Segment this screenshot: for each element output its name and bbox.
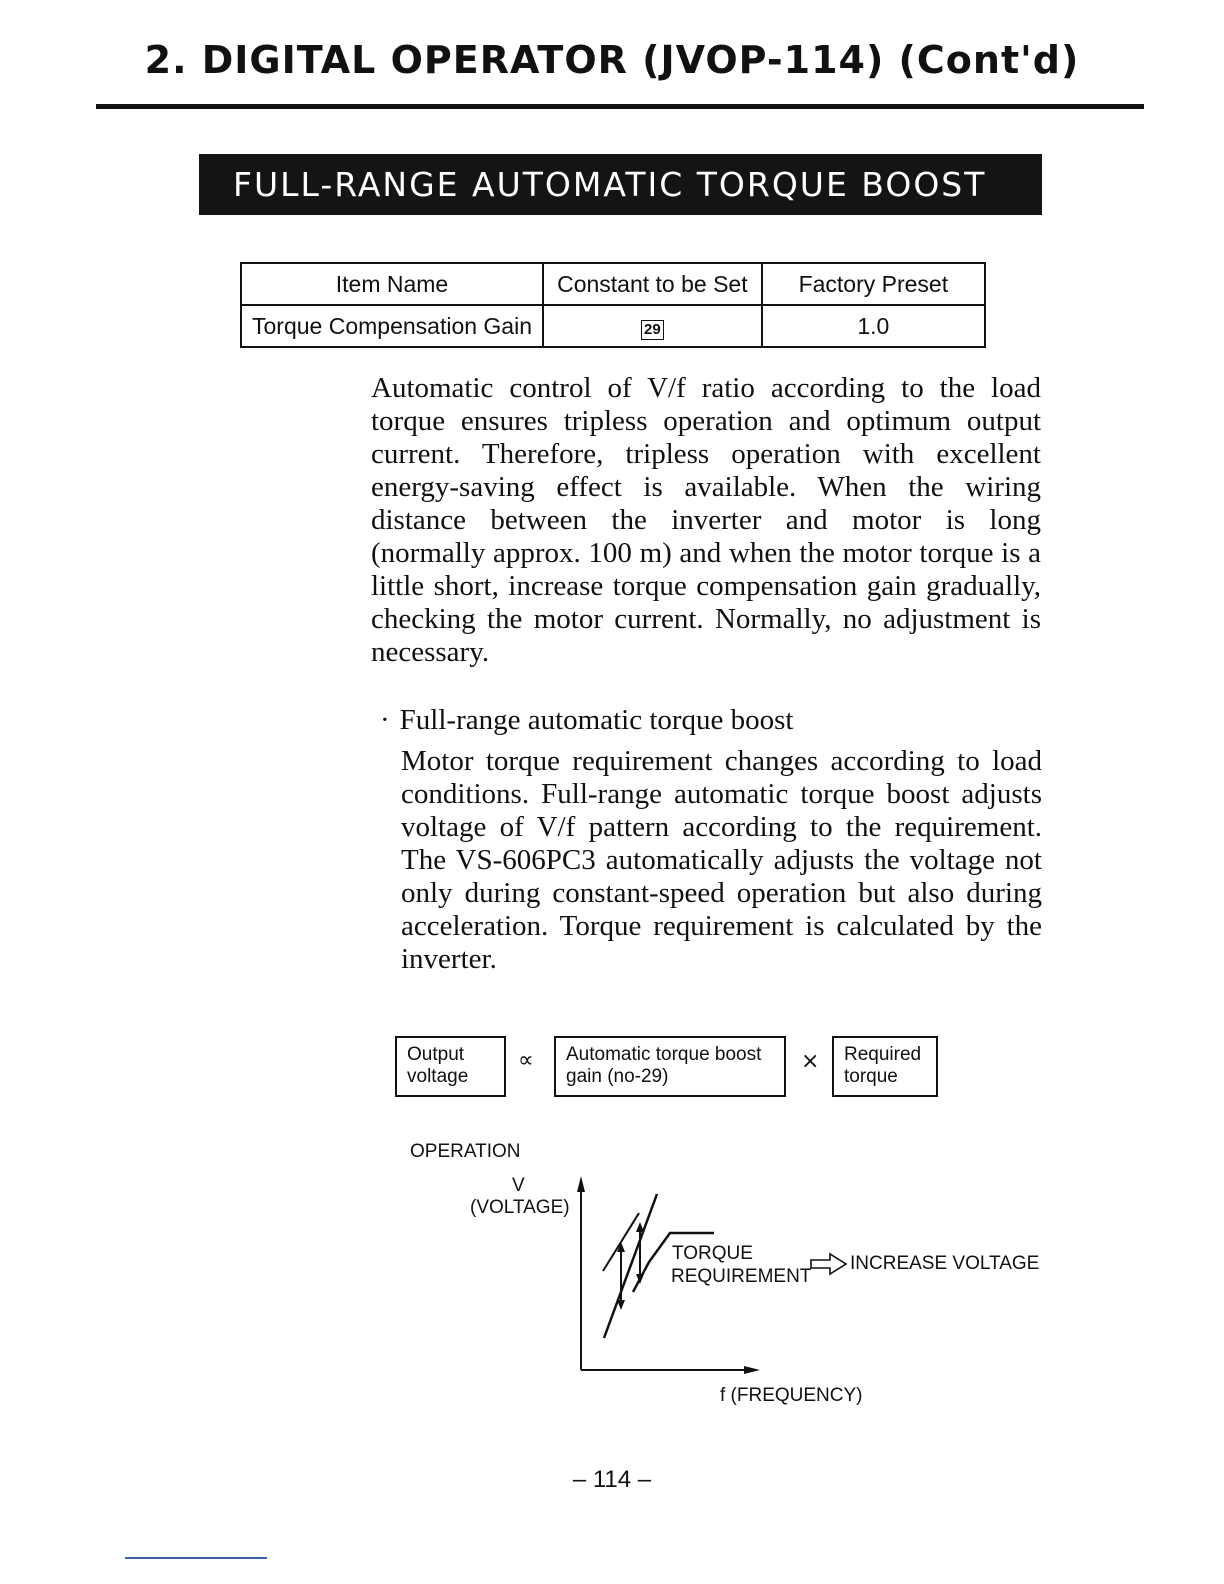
cell-factory-preset: 1.0 xyxy=(762,305,985,347)
bullet-title: Full-range automatic torque boost xyxy=(399,704,794,736)
formula-box-required-torque: Required torque xyxy=(832,1036,938,1097)
multiply-symbol: × xyxy=(801,1049,820,1074)
requirement-label: REQUIREMENT xyxy=(671,1266,812,1287)
boost-arrowhead-up-right-icon xyxy=(636,1222,644,1232)
vf-boosted-line xyxy=(604,1194,657,1338)
y-axis-symbol: V xyxy=(512,1175,525,1196)
header-item-name: Item Name xyxy=(241,263,543,305)
y-axis-arrowhead-icon xyxy=(577,1176,585,1192)
header-constant: Constant to be Set xyxy=(543,263,762,305)
boost-arrowhead-down-left-icon xyxy=(617,1300,625,1310)
footer-divider xyxy=(125,1557,267,1559)
operation-label: OPERATION xyxy=(410,1141,521,1162)
hollow-right-arrow-icon xyxy=(811,1254,846,1274)
torque-requirement-curve xyxy=(633,1233,714,1292)
formula-box-output-voltage: Output voltage xyxy=(395,1036,506,1097)
x-axis-arrowhead-icon xyxy=(744,1366,760,1374)
page-title: 2. DIGITAL OPERATOR (JVOP-114) (Cont'd) xyxy=(144,38,1080,82)
cell-item-name: Torque Compensation Gain xyxy=(241,305,543,347)
torque-label: TORQUE xyxy=(672,1243,753,1264)
x-axis-label: f (FREQUENCY) xyxy=(720,1385,863,1406)
bullet-paragraph: Motor torque requirement changes according to load conditions. Full-range automatic torque boost adjusts voltage of V/f pattern according to the requirement. The VS-606PC3 automatically adjusts the voltage not only during constant-speed operation but also during acceleration. Torque requirement is calculated by the inverter. xyxy=(401,745,1042,975)
intro-paragraph: Automatic control of V/f ratio according to the load torque ensures tripless operation and optimum output current. Therefore, tripless operation with excellent energy-saving effect is available. When the wiring distance between the inverter and motor is long (normally approx. 100 m) and when the motor torque is a little short, increase torque compensation gain gradually, checking the motor current. Normally, no adjustment is necessary. xyxy=(371,372,1041,668)
header-factory-preset: Factory Preset xyxy=(762,263,985,305)
section-banner: FULL-RANGE AUTOMATIC TORQUE BOOST xyxy=(199,154,1042,215)
formula-box-boost-gain: Automatic torque boost gain (no-29) xyxy=(554,1036,786,1097)
increase-voltage-label: INCREASE VOLTAGE xyxy=(850,1253,1040,1274)
page-number: – 114 – xyxy=(572,1466,652,1493)
constant-code-badge: 29 xyxy=(641,320,664,340)
proportional-symbol: ∝ xyxy=(518,1048,534,1073)
bullet-dot-icon: · xyxy=(380,704,390,736)
y-axis-label: (VOLTAGE) xyxy=(470,1197,570,1218)
